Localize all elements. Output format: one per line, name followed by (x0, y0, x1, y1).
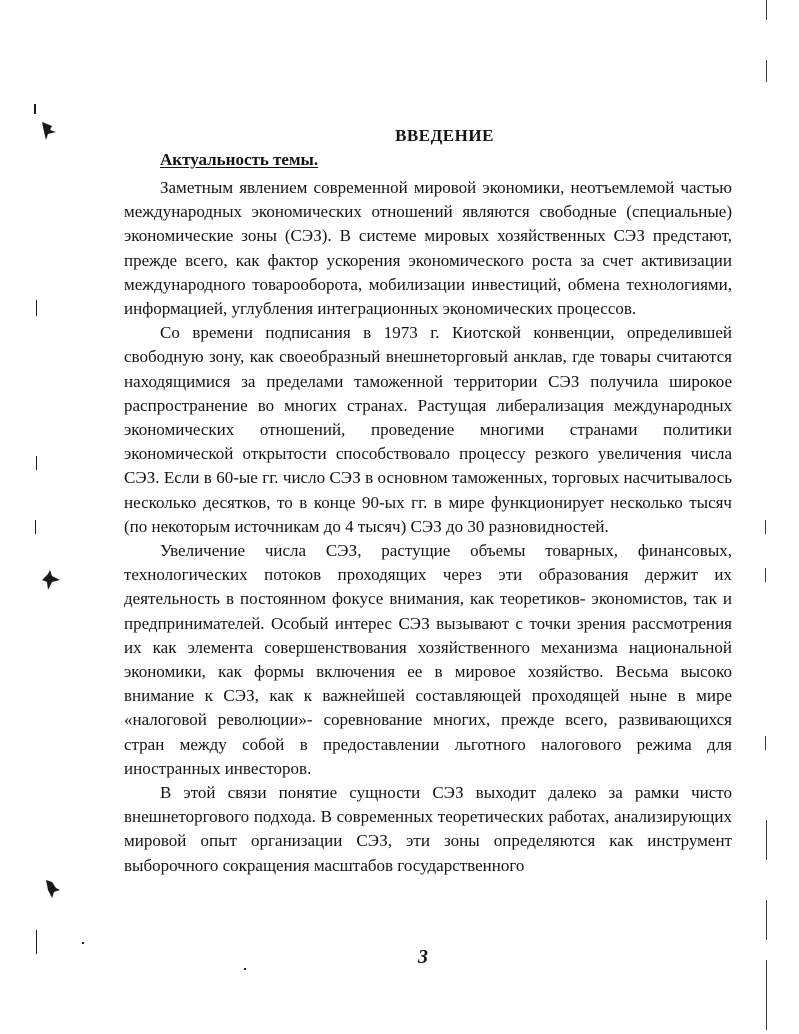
paragraph-4: В этой связи понятие сущности СЭЗ выходит далеко за рамки чисто внешнеторгового подхода. В современных теоретических работах, анализирующих мировой опыт организации СЭЗ, эти зоны определяются как инструмент выборочного сокращения масштабов государственного (124, 783, 732, 875)
paragraph-3: Увеличение числа СЭЗ, растущие объемы товарных, финансовых, технологических потоков проходящих через эти образования держит их деятельность в постоянном фокусе внимания, как теоретиков- экономистов, так и предпринимателей. Особый интерес СЭЗ вызывают с точки зрения рассмотрения их как элемента совершенствования хозяйственного механизма национальной экономики, как формы включения ее в мировое хозяйство. Весьма высоко внимание к СЭЗ, как к важнейшей составляющей проходящей ныне в мире «налоговой революции»- соревнование многих, прежде всего, развивающихся стран между собой в предоставлении льготного налогового режима для иностранных инвесторов. (124, 541, 732, 778)
scan-speck (82, 942, 84, 944)
scan-edge-line (766, 960, 767, 1030)
scan-edge-line (765, 736, 766, 750)
punch-mark-icon (40, 876, 64, 902)
scan-edge-line (766, 900, 767, 940)
page-title: ВВЕДЕНИЕ (395, 126, 494, 145)
paragraph-2: Со времени подписания в 1973 г. Киотской конвенции, определившей свободную зону, как своеобразный внешнеторговый анклав, где товары считаются находящимися за пределами таможенной территории СЭЗ получила широкое распространение во многих странах. Растущая либерализация международных экономических отношений, проведение многими странами политики экономической открытости способствовало процессу резкого увеличения числа СЭЗ. Если в 60-ые гг. число СЭЗ в основном таможенных, торговых насчитывалось несколько десятков, то в конце 90-ых гг. в мире функционирует несколько тысяч (по некоторым источникам до 4 тысяч) СЭЗ до 30 разновидностей. (124, 323, 732, 536)
scan-speck (36, 300, 37, 316)
scan-speck (36, 930, 37, 954)
body-text (124, 176, 732, 878)
section-heading: Актуальность темы. (160, 150, 319, 169)
scan-speck (35, 520, 36, 534)
scan-edge-line (766, 60, 767, 82)
scan-speck (244, 968, 246, 970)
scan-edge-line (766, 820, 767, 860)
scan-speck (36, 456, 37, 470)
page-number: 3 (418, 946, 428, 968)
paragraph-1: Заметным явлением современной мировой экономики, неотъемлемой частью международных экономических отношений являются свободные (специальные) экономические зоны (СЭЗ). В системе мировых хозяйственных СЭЗ предстают, прежде всего, как фактор ускорения экономического роста за счет активизации международного товарооборота, мобилизации инвестиций, обмена технологиями, информацией, углубления интеграционных экономических процессов. (124, 178, 732, 319)
scan-speck (34, 104, 36, 114)
punch-mark-icon (38, 118, 62, 142)
scan-edge-line (766, 0, 767, 20)
scan-edge-line (765, 568, 766, 582)
scan-edge-line (765, 520, 766, 534)
punch-mark-icon (38, 568, 64, 592)
